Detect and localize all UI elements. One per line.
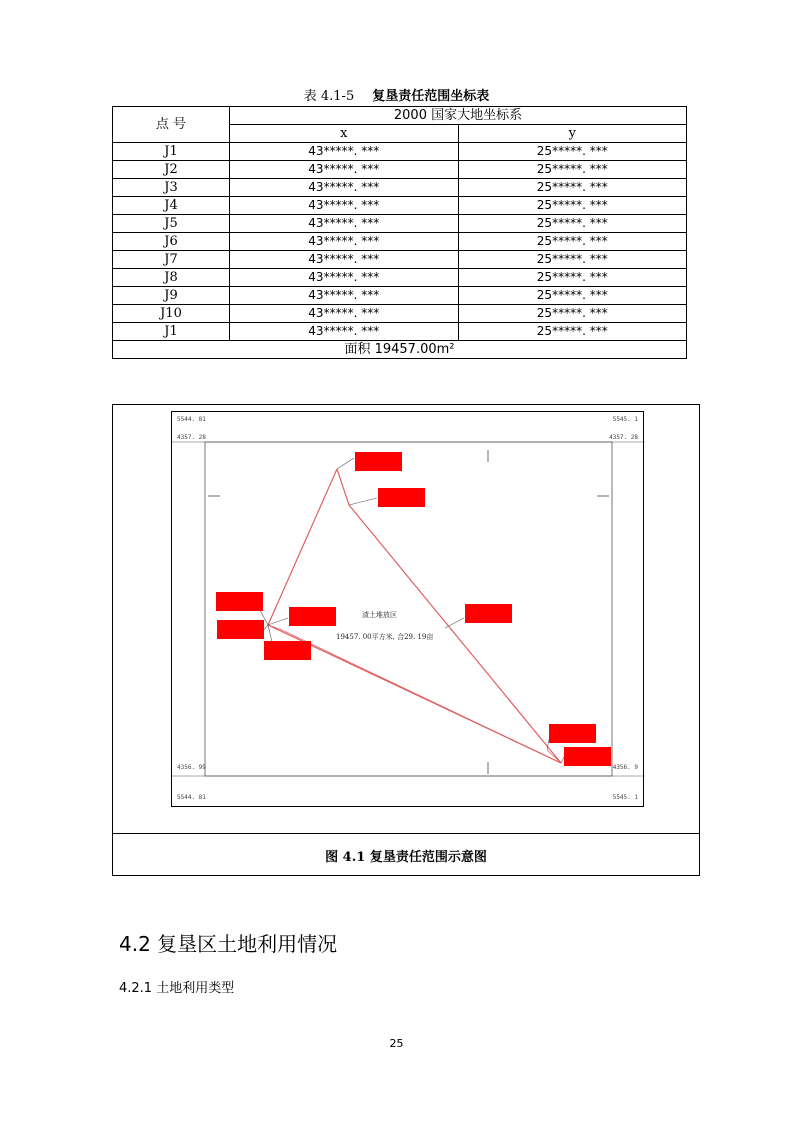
point-cell: J9: [113, 287, 230, 305]
y-value-cell: 25*****. ***: [458, 251, 687, 269]
x-value-cell: 43*****. ***: [230, 323, 459, 341]
point-cell: J1: [113, 323, 230, 341]
boundary-map: [171, 411, 644, 807]
y-value-cell: 25*****. ***: [458, 197, 687, 215]
point-cell: J4: [113, 197, 230, 215]
point-cell: J2: [113, 161, 230, 179]
corner-label-top-left-upper: 5544. 81: [177, 416, 206, 423]
y-value-cell: 25*****. ***: [458, 269, 687, 287]
table-row: [113, 305, 687, 323]
point-cell: J7: [113, 251, 230, 269]
redacted-label-j1: [355, 452, 402, 471]
y-value-cell: 25*****. ***: [458, 305, 687, 323]
table-caption: 复垦责任范围坐标表: [372, 89, 490, 104]
x-value-cell: 43*****. ***: [230, 269, 459, 287]
redacted-label-j4: [549, 724, 596, 743]
section-heading: 4.2 复垦区土地利用情况: [119, 932, 338, 956]
leader-j3: [445, 618, 464, 628]
y-value-cell: 25*****. ***: [458, 215, 687, 233]
point-cell: J10: [113, 305, 230, 323]
corner-label-bottom-left-lower: 5544. 81: [177, 794, 206, 801]
figure-caption: 图 4.1 复垦责任范围示意图: [325, 850, 487, 865]
table-row: [113, 143, 687, 161]
figure-box: [112, 404, 700, 876]
x-value-cell: 43*****. ***: [230, 161, 459, 179]
table-row: [113, 197, 687, 215]
point-cell: J3: [113, 179, 230, 197]
x-value-cell: 43*****. ***: [230, 215, 459, 233]
x-value-cell: 43*****. ***: [230, 233, 459, 251]
point-cell: J1: [113, 143, 230, 161]
table-row: [113, 215, 687, 233]
leader-j2: [349, 498, 377, 505]
header-y: y: [458, 125, 687, 143]
table-row: [113, 161, 687, 179]
coordinate-table: [112, 106, 687, 359]
area-total: 面积 19457.00m²: [113, 341, 687, 359]
x-value-cell: 43*****. ***: [230, 143, 459, 161]
table-row: [113, 269, 687, 287]
y-value-cell: 25*****. ***: [458, 287, 687, 305]
x-value-cell: 43*****. ***: [230, 287, 459, 305]
corner-label-top-left: 4357. 28: [177, 434, 206, 441]
corner-label-top-right: 4357. 28: [609, 434, 638, 441]
table-title: [0, 85, 793, 104]
table-row: [113, 287, 687, 305]
leader-j9: [268, 625, 272, 642]
header-coordinate-system: 2000 国家大地坐标系: [230, 107, 687, 125]
point-cell: J6: [113, 233, 230, 251]
redacted-label-j5: [564, 747, 611, 766]
y-value-cell: 25*****. ***: [458, 161, 687, 179]
point-cell: J8: [113, 269, 230, 287]
redacted-label-j6: [216, 592, 263, 611]
subsection-heading: 4.2.1 土地利用类型: [119, 981, 235, 996]
area-name-label: 渣土堆放区: [362, 611, 397, 619]
table-row: [113, 233, 687, 251]
corner-label-bottom-left: 4356. 99: [177, 764, 206, 771]
x-value-cell: 43*****. ***: [230, 251, 459, 269]
page-number: 25: [389, 1037, 404, 1050]
table-row: [113, 251, 687, 269]
corner-label-top-right-upper: 5545. 1: [612, 416, 638, 423]
redacted-label-j3: [465, 604, 512, 623]
table-number: 表 4.1-5: [303, 89, 355, 104]
redacted-label-j8: [217, 620, 264, 639]
header-point: 点 号: [113, 107, 230, 143]
y-value-cell: 25*****. ***: [458, 179, 687, 197]
redacted-label-j2: [378, 488, 425, 507]
header-x: x: [230, 125, 459, 143]
table-row: [113, 323, 687, 341]
x-value-cell: 43*****. ***: [230, 179, 459, 197]
y-value-cell: 25*****. ***: [458, 143, 687, 161]
point-cell: J5: [113, 215, 230, 233]
y-value-cell: 25*****. ***: [458, 323, 687, 341]
x-value-cell: 43*****. ***: [230, 305, 459, 323]
redacted-label-j7: [289, 607, 336, 626]
redacted-label-j9: [264, 641, 311, 660]
figure-caption-row: [113, 833, 699, 876]
area-size-label: 19457. 00平方米, 合29. 19亩: [336, 633, 434, 641]
x-value-cell: 43*****. ***: [230, 197, 459, 215]
corner-label-bottom-right: 4356. 9: [612, 764, 638, 771]
leader-j1: [337, 458, 354, 469]
corner-label-bottom-right-lower: 5545. 1: [612, 794, 638, 801]
table-row: [113, 179, 687, 197]
y-value-cell: 25*****. ***: [458, 233, 687, 251]
